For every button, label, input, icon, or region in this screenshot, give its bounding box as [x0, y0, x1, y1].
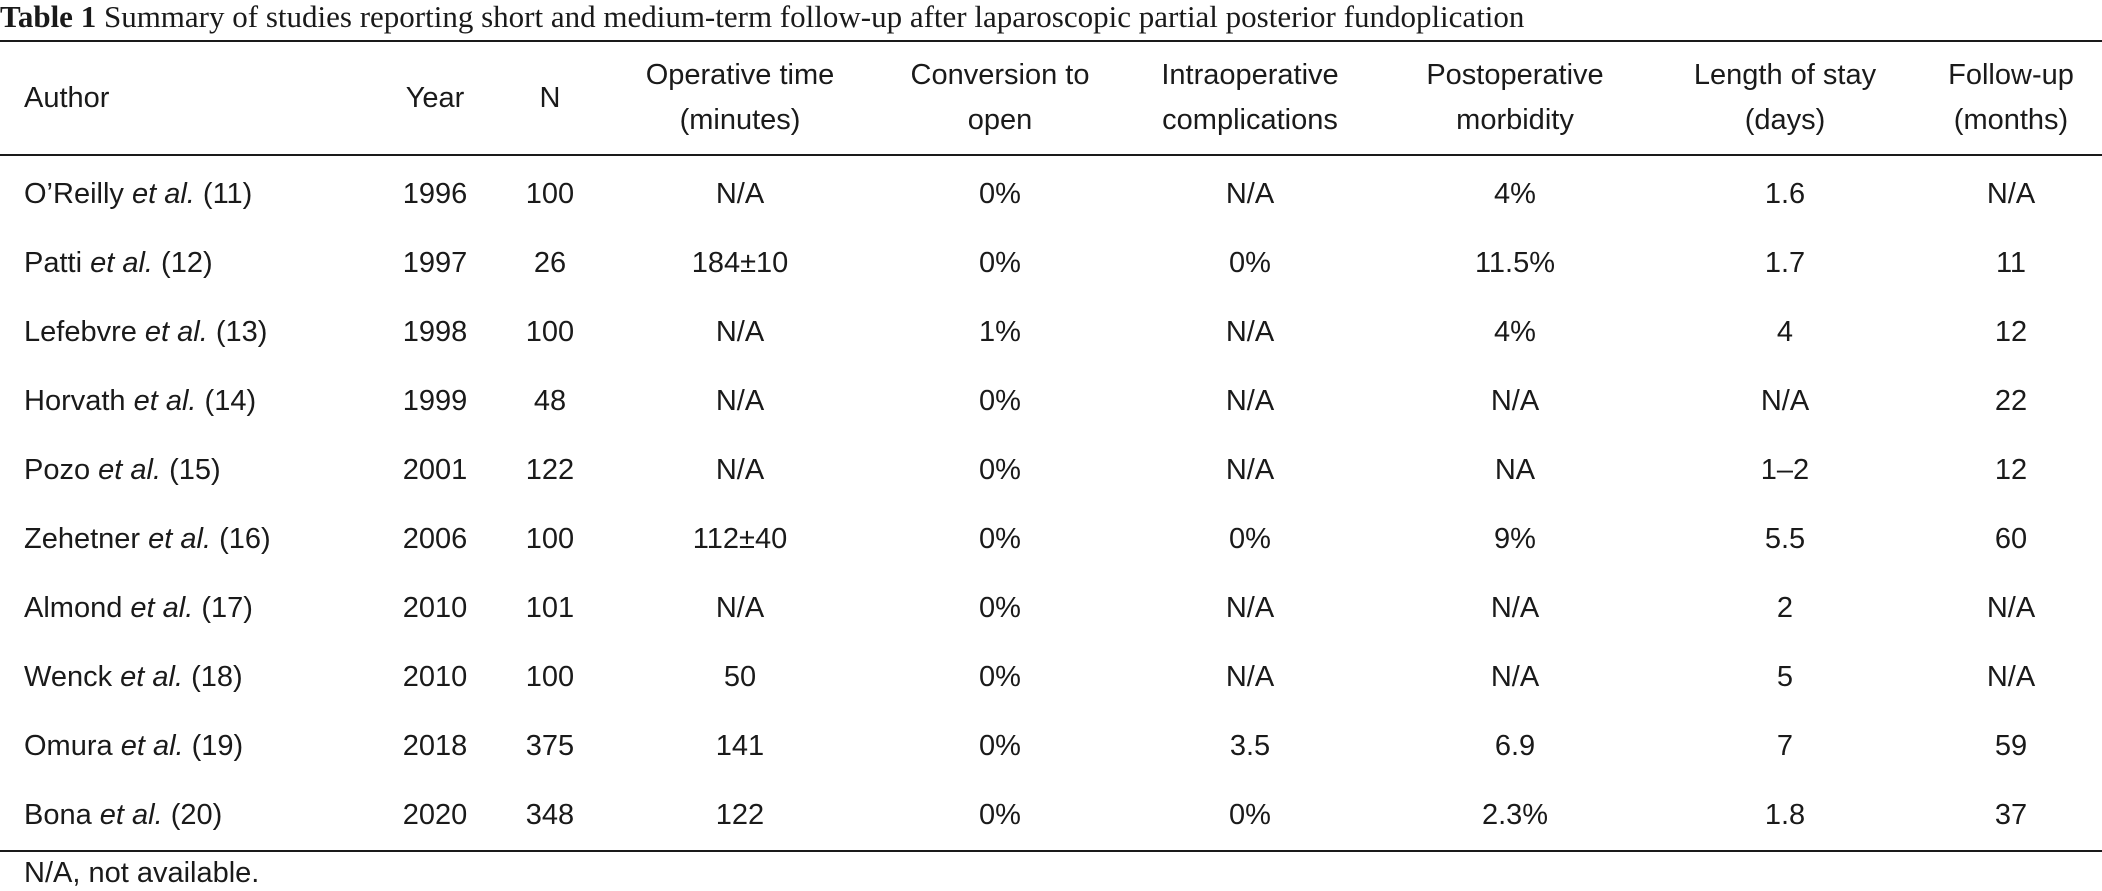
cell-length-of-stay: 7 — [1776, 730, 1794, 762]
author-name: Lefebvre — [24, 316, 137, 348]
cell-conversion: 0% — [979, 454, 1021, 486]
cell-length-of-stay: 2 — [1776, 592, 1794, 624]
table-caption-label: Table 1 — [0, 0, 97, 34]
cell-length-of-stay: 1.7 — [1764, 247, 1806, 279]
header-author: Author — [24, 81, 110, 114]
cell-year: 2001 — [402, 454, 468, 486]
cell-n: 375 — [525, 730, 575, 762]
cell-conversion: 0% — [979, 592, 1021, 624]
header-postoperative: Postoperative morbidity — [1426, 59, 1604, 136]
cell-operative-time: N/A — [715, 454, 765, 486]
author-name: Almond — [24, 592, 123, 624]
cell-follow-up: 12 — [1994, 454, 2028, 486]
cell-operative-time: 122 — [715, 799, 765, 831]
table-caption — [0, 0, 1524, 40]
author-reference: (15) — [169, 454, 221, 486]
cell-n: 100 — [525, 316, 575, 348]
author-name: Pozo — [24, 454, 91, 486]
cell-author — [0, 367, 370, 436]
table-row — [0, 505, 2102, 574]
author-name: O’Reilly — [24, 178, 124, 210]
cell-postoperative: 4% — [1494, 316, 1536, 348]
cell-operative-time: N/A — [715, 178, 765, 210]
author-name: Bona — [24, 799, 92, 831]
author-et-al: et al. — [120, 661, 184, 693]
author-name: Omura — [24, 730, 113, 762]
cell-author — [0, 298, 370, 367]
author-name: Wenck — [24, 661, 113, 693]
cell-n: 48 — [533, 385, 567, 417]
cell-operative-time: 141 — [715, 730, 765, 762]
cell-follow-up: N/A — [1986, 592, 2036, 624]
cell-author — [0, 229, 370, 298]
cell-follow-up: 59 — [1994, 730, 2028, 762]
header-n: N — [539, 81, 561, 114]
table-row — [0, 712, 2102, 781]
cell-operative-time: N/A — [715, 592, 765, 624]
cell-length-of-stay: 5 — [1776, 661, 1794, 693]
cell-length-of-stay: 1.8 — [1764, 799, 1806, 831]
cell-conversion: 0% — [979, 799, 1021, 831]
cell-postoperative: 2.3% — [1481, 799, 1549, 831]
cell-postoperative: 9% — [1494, 523, 1536, 555]
cell-intraoperative: 0% — [1229, 247, 1271, 279]
table-row — [0, 781, 2102, 851]
header-follow-up: Follow-up (months) — [1948, 59, 2074, 136]
table-footnote: N/A, not available. — [24, 857, 260, 889]
cell-operative-time: 50 — [723, 661, 757, 693]
author-reference: (13) — [215, 316, 268, 348]
cell-year: 2006 — [402, 523, 468, 555]
table-row — [0, 367, 2102, 436]
author-et-al: et al. — [144, 316, 208, 348]
header-year: Year — [405, 81, 465, 114]
cell-year: 1996 — [402, 178, 468, 210]
cell-author — [0, 643, 370, 712]
cell-author — [0, 155, 370, 229]
table-row — [0, 574, 2102, 643]
cell-follow-up: 11 — [1995, 247, 2027, 279]
cell-n: 100 — [525, 178, 575, 210]
cell-year: 1999 — [402, 385, 468, 417]
cell-conversion: 0% — [979, 385, 1021, 417]
cell-n: 348 — [525, 799, 575, 831]
cell-follow-up: 22 — [1994, 385, 2028, 417]
cell-length-of-stay: N/A — [1760, 385, 1810, 417]
author-reference: (18) — [191, 661, 243, 693]
cell-n: 122 — [525, 454, 575, 486]
cell-postoperative: N/A — [1490, 661, 1540, 693]
cell-postoperative: 11.5% — [1474, 247, 1556, 279]
table-row — [0, 298, 2102, 367]
table-row — [0, 643, 2102, 712]
author-name: Zehetner — [24, 523, 141, 555]
cell-author — [0, 436, 370, 505]
cell-conversion: 0% — [979, 523, 1021, 555]
cell-intraoperative: N/A — [1225, 592, 1275, 624]
cell-length-of-stay: 5.5 — [1764, 523, 1806, 555]
author-et-al: et al. — [120, 730, 184, 762]
cell-n: 26 — [533, 247, 567, 279]
table-row — [0, 436, 2102, 505]
cell-author — [0, 712, 370, 781]
studies-table — [0, 40, 2102, 852]
author-et-al: et al. — [98, 454, 162, 486]
cell-n: 101 — [525, 592, 575, 624]
cell-intraoperative: N/A — [1225, 661, 1275, 693]
cell-operative-time: 112±40 — [692, 523, 788, 555]
cell-n: 100 — [525, 523, 575, 555]
cell-conversion: 0% — [979, 661, 1021, 693]
cell-year: 2010 — [402, 661, 468, 693]
cell-intraoperative: N/A — [1225, 178, 1275, 210]
author-reference: (17) — [201, 592, 253, 624]
cell-author — [0, 574, 370, 643]
cell-conversion: 0% — [979, 247, 1021, 279]
cell-author — [0, 505, 370, 574]
cell-year: 2020 — [402, 799, 468, 831]
cell-follow-up: 60 — [1994, 523, 2028, 555]
author-et-al: et al. — [130, 592, 194, 624]
author-name: Patti — [24, 247, 83, 279]
table-row — [0, 155, 2102, 229]
cell-conversion: 0% — [979, 730, 1021, 762]
cell-length-of-stay: 4 — [1776, 316, 1794, 348]
cell-intraoperative: 3.5 — [1229, 730, 1271, 762]
cell-intraoperative: 0% — [1229, 523, 1271, 555]
cell-operative-time: N/A — [715, 316, 765, 348]
cell-intraoperative: N/A — [1225, 316, 1275, 348]
cell-operative-time: N/A — [715, 385, 765, 417]
author-reference: (19) — [191, 730, 244, 762]
table-row — [0, 229, 2102, 298]
author-et-al: et al. — [99, 799, 163, 831]
table-header-row — [0, 41, 2102, 155]
cell-length-of-stay: 1.6 — [1764, 178, 1806, 210]
author-reference: (16) — [219, 523, 271, 555]
cell-postoperative: 6.9 — [1494, 730, 1536, 762]
cell-n: 100 — [525, 661, 575, 693]
cell-follow-up: 12 — [1994, 316, 2028, 348]
cell-intraoperative: N/A — [1225, 385, 1275, 417]
table-caption-text: Summary of studies reporting short and medium-term follow-up after laparoscopic partial posterior fundoplication — [103, 0, 1525, 34]
cell-postoperative: 4% — [1494, 178, 1536, 210]
cell-year: 2010 — [402, 592, 468, 624]
cell-length-of-stay: 1–2 — [1760, 454, 1810, 486]
author-et-al: et al. — [148, 523, 212, 555]
cell-author — [0, 781, 370, 851]
author-name: Horvath — [24, 385, 126, 417]
cell-postoperative: NA — [1494, 454, 1536, 486]
author-et-al: et al. — [131, 178, 195, 210]
cell-conversion: 1% — [979, 316, 1021, 348]
cell-conversion: 0% — [979, 178, 1021, 210]
cell-follow-up: 37 — [1994, 799, 2028, 831]
header-length-of-stay: Length of stay (days) — [1693, 59, 1877, 136]
cell-follow-up: N/A — [1986, 661, 2036, 693]
cell-year: 1998 — [402, 316, 468, 348]
header-operative-time: Operative time (minutes) — [645, 59, 835, 136]
cell-intraoperative: 0% — [1229, 799, 1271, 831]
cell-intraoperative: N/A — [1225, 454, 1275, 486]
cell-follow-up: N/A — [1986, 178, 2036, 210]
author-reference: (11) — [202, 178, 253, 210]
cell-postoperative: N/A — [1490, 385, 1540, 417]
cell-operative-time: 184±10 — [691, 247, 789, 279]
cell-year: 1997 — [402, 247, 468, 279]
author-reference: (20) — [170, 799, 223, 831]
author-reference: (14) — [204, 385, 257, 417]
author-reference: (12) — [161, 247, 213, 279]
table-body — [0, 155, 2102, 851]
header-conversion: Conversion to open — [910, 59, 1090, 136]
header-intraoperative: Intraoperative complications — [1161, 59, 1339, 136]
author-et-al: et al. — [90, 247, 153, 279]
cell-postoperative: N/A — [1490, 592, 1540, 624]
author-et-al: et al. — [133, 385, 197, 417]
cell-year: 2018 — [402, 730, 468, 762]
